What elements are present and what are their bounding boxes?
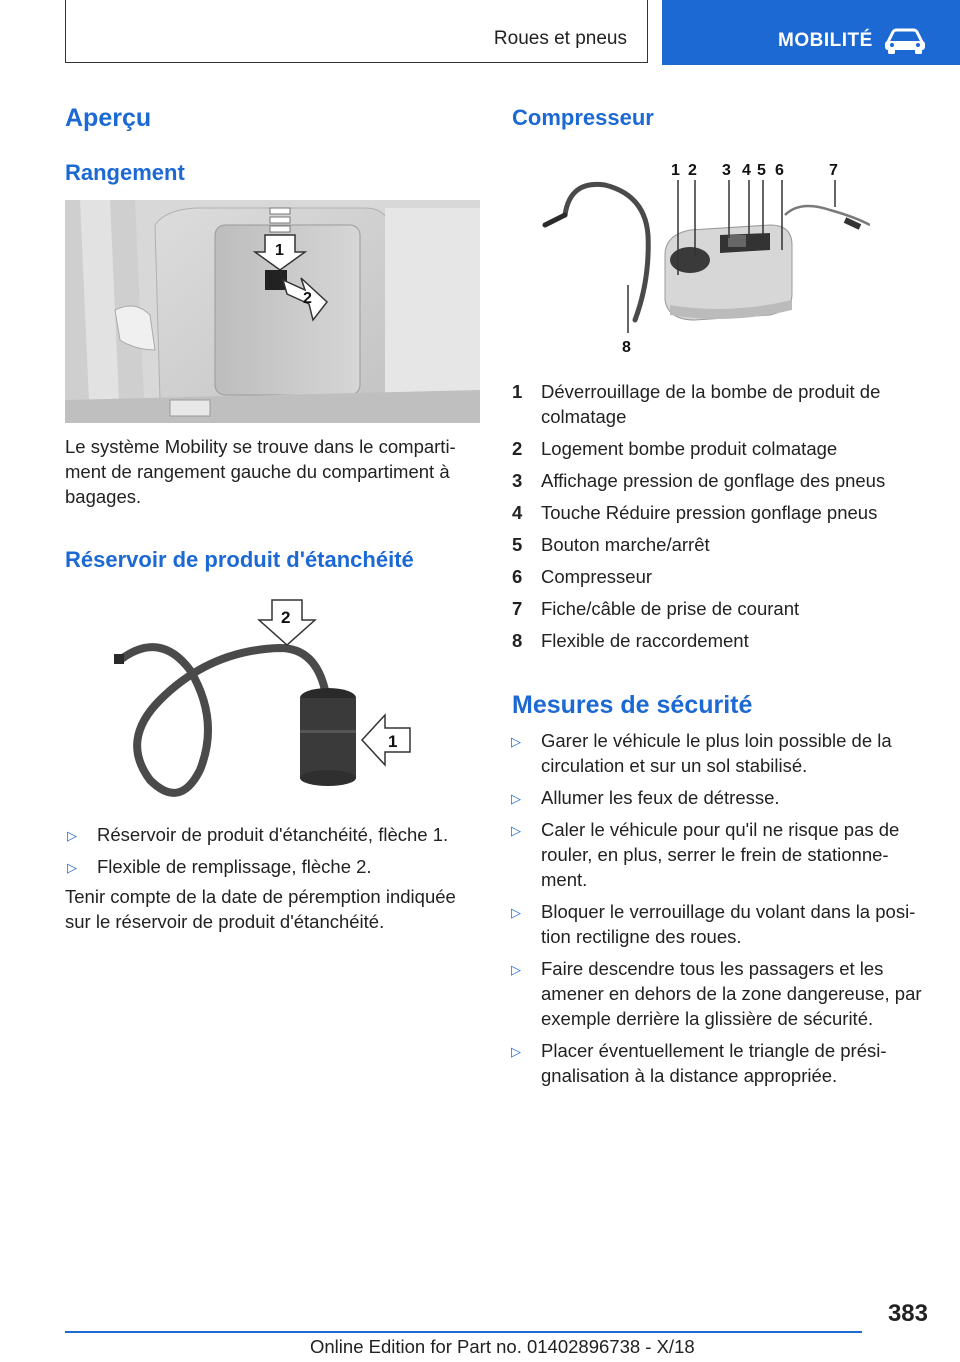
list-item: ▷ Allumer les feux de détresse. — [509, 785, 929, 810]
legend-item: 3 Affichage pression de gonflage des pneus — [512, 470, 886, 491]
compressor-callout-2: 2 — [688, 162, 697, 179]
chapter-title: MOBILITÉ — [778, 30, 873, 51]
footer-divider — [65, 1331, 862, 1333]
legend-item: 5 Bouton marche/arrêt — [512, 534, 710, 555]
compressor-callout-6: 6 — [775, 162, 784, 179]
legend-item: 4 Touche Réduire pression gonflage pneus — [512, 502, 878, 523]
compressor-legend — [512, 379, 912, 660]
sealant-bottle-illustration — [100, 590, 420, 800]
compressor-callout-1: 1 — [671, 162, 680, 179]
list-item: ▷ Bloquer le verrouillage du volant dans la posi-tion rectiligne des roues. — [511, 901, 916, 947]
list-item: ▷ Réservoir de produit d'étanchéité, flèche 1. — [65, 822, 485, 847]
compressor-callout-3: 3 — [722, 162, 731, 179]
section-title: Roues et pneus — [493, 28, 627, 49]
list-item: ▷ Caler le véhicule pour qu'il ne risque pas de rouler, en plus, serrer le frein de stationne-ment. — [511, 819, 900, 890]
legend-item: 2 Logement bombe produit colmatage — [512, 438, 838, 459]
page-title: Aperçu — [65, 104, 152, 132]
triangle-bullet-icon: ▷ — [511, 734, 521, 749]
triangle-bullet-icon: ▷ — [511, 791, 521, 806]
compressor-callout-8: 8 — [622, 339, 631, 356]
safety-heading: Mesures de sécurité — [512, 691, 753, 719]
compressor-callout-7: 7 — [829, 162, 838, 179]
sealant-heading: Réservoir de produit d'étanchéité — [65, 547, 414, 572]
car-icon — [882, 26, 928, 56]
sealant-arrow-2-label: 2 — [281, 608, 291, 627]
storage-arrow-1-label: 1 — [275, 242, 284, 259]
sealant-bullet-list — [65, 822, 485, 886]
list-item: ▷ Faire descendre tous les passagers et les amener en dehors de la zone dangereuse, par exemple derrière la glissière de sécurité. — [511, 958, 922, 1029]
sealant-note: Tenir compte de la date de péremption indiquée sur le réservoir de produit d'étanchéité. — [65, 886, 456, 932]
chapter-tab[interactable] — [662, 0, 960, 65]
legend-item: 8 Flexible de raccordement — [512, 630, 749, 651]
triangle-bullet-icon: ▷ — [67, 828, 77, 843]
triangle-bullet-icon: ▷ — [511, 905, 521, 920]
list-item: ▷ Flexible de remplissage, flèche 2. — [65, 854, 485, 879]
trunk-storage-illustration — [65, 200, 480, 423]
compressor-callout-5: 5 — [757, 162, 766, 179]
triangle-bullet-icon: ▷ — [511, 823, 521, 838]
storage-arrow-2-label: 2 — [303, 290, 312, 307]
storage-heading: Rangement — [65, 160, 185, 185]
safety-bullet-list — [509, 728, 929, 1095]
compressor-heading: Compresseur — [512, 105, 654, 130]
triangle-bullet-icon: ▷ — [511, 1044, 521, 1059]
list-item: ▷ Placer éventuellement le triangle de prési-gnalisation à la distance appropriée. — [511, 1040, 887, 1086]
legend-item: 7 Fiche/câble de prise de courant — [512, 598, 800, 619]
compressor-callout-4: 4 — [742, 162, 751, 179]
sealant-arrow-1-label: 1 — [388, 732, 398, 751]
compressor-illustration — [530, 155, 870, 360]
header-section-box — [65, 0, 648, 63]
storage-description: Le système Mobility se trouve dans le comparti-ment de rangement gauche du compartiment à bagages. — [65, 436, 456, 507]
page-number: 383 — [887, 1300, 928, 1327]
legend-item: 6 Compresseur — [512, 566, 653, 587]
triangle-bullet-icon: ▷ — [511, 962, 521, 977]
list-item: ▷ Garer le véhicule le plus loin possible de la circulation et sur un sol stabilisé. — [511, 730, 892, 776]
triangle-bullet-icon: ▷ — [67, 860, 77, 875]
edition-footer: Online Edition for Part no. 01402896738 - X/18 — [310, 1336, 695, 1357]
legend-item: 1 Déverrouillage de la bombe de produit de colmatage — [512, 381, 881, 427]
